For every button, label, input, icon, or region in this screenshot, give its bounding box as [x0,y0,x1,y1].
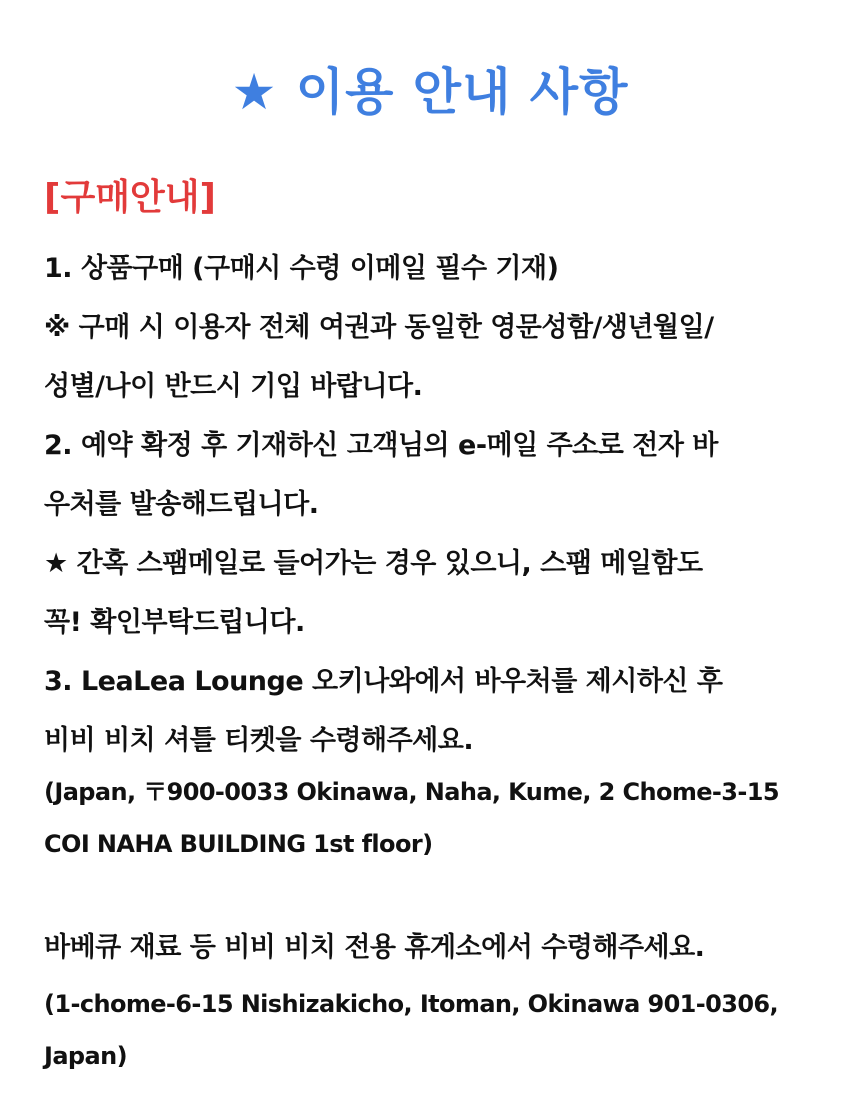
text-line-purchase-step-2-cont: 우처를 발송해드립니다. [44,489,319,520]
text-line-lounge-address-cont: COI NAHA BUILDING 1st floor) [44,830,433,858]
text-line-lounge-address: (Japan, 〒900-0033 Okinawa, Naha, Kume, 2 Chome-3-15 [44,778,779,806]
text-line-passport-notice: ※ 구매 시 이용자 전체 여권과 동일한 영문성함/생년월일/ [44,312,714,343]
text-line-purchase-step-1: 1. 상품구매 (구매시 수령 이메일 필수 기재) [44,253,559,284]
text-line-purchase-step-2: 2. 예약 확정 후 기재하신 고객님의 e-메일 주소로 전자 바 [44,430,718,461]
text-line-bbq-address-cont: Japan) [44,1042,127,1070]
page-title: ★ 이용 안내 사항 [231,63,629,121]
section-header-purchase-guide: [구매안내] [44,177,217,218]
text-line-purchase-step-3-cont: 비비 비치 셔틀 티켓을 수령해주세요. [44,725,474,756]
text-line-bbq-address: (1-chome-6-15 Nishizakicho, Itoman, Okinawa 901-0306, [44,990,779,1018]
text-line-purchase-step-3: 3. LeaLea Lounge 오키나와에서 바우처를 제시하신 후 [44,666,723,697]
text-line-spam-notice-cont: 꼭! 확인부탁드립니다. [44,607,305,638]
text-line-passport-notice-cont: 성별/나이 반드시 기입 바랍니다. [44,371,423,402]
text-line-spam-notice: ★ 간혹 스팸메일로 들어가는 경우 있으니, 스팸 메일함도 [44,548,703,579]
text-line-bbq-pickup: 바베큐 재료 등 비비 비치 전용 휴게소에서 수령해주세요. [44,932,705,963]
